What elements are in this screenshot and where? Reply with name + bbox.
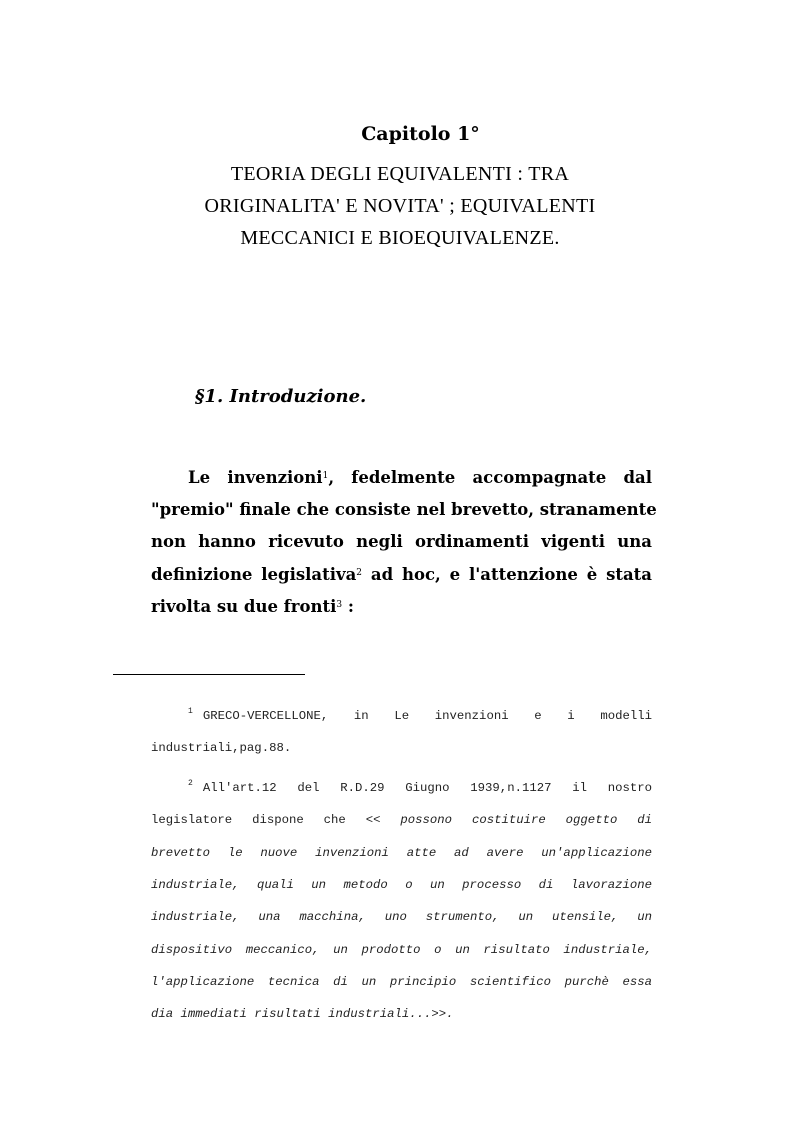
footnote-2-line-7: l'applicazione tecnica di un principio scientifico purchè essa [151, 974, 652, 989]
body-text-run: , fedelmente accompagnate dal [328, 468, 652, 487]
body-line-3: non hanno ricevuto negli ordinamenti vigenti una [151, 532, 652, 552]
body-text-run: rivolta su due fronti [151, 596, 337, 616]
chapter-title-line-2: ORIGINALITA' E NOVITA' ; EQUIVALENTI [204, 195, 596, 217]
section-heading: §1. Introduzione. [195, 386, 367, 407]
footnote-2-line-5: industriale, una macchina, uno strumento, un utensile, un [151, 910, 652, 925]
footnote-text: legislatore dispone che [151, 813, 366, 828]
chapter-label: Capitolo 1° [361, 123, 480, 145]
footnote-2-line-4: industriale, quali un metodo o un processo di lavorazione [151, 877, 652, 892]
chapter-title [160, 158, 640, 254]
footnote-text: GRECO-VERCELLONE, in Le invenzioni e i modelli [202, 709, 652, 723]
body-text-run: definizione legislativa [151, 564, 357, 584]
footnote-ref-3: 3 [336, 599, 343, 610]
body-text-run: Le invenzioni [188, 468, 323, 487]
footnote-ref-1: 1 [322, 471, 329, 481]
footnote-1-mark: 1 [188, 707, 193, 716]
footnote-2-line-8: dia immediati risultati industriali...>>. [151, 1007, 454, 1022]
body-line-1 [151, 462, 652, 494]
body-line-2: "premio" finale che consiste nel brevetto, stranamente [151, 500, 657, 520]
footnote-text: All'art.12 del R.D.29 Giugno 1939,n.1127 il nostro [202, 781, 652, 796]
body-line-4 [151, 559, 652, 591]
body-text-run: ad hoc, e l'attenzione è stata [362, 564, 652, 584]
body-paragraph [151, 462, 657, 623]
body-line-5 [151, 591, 652, 623]
footnote-2-mark: 2 [188, 779, 193, 789]
footnote-1-line-1 [151, 700, 652, 732]
footnote-2-line-1 [151, 772, 652, 804]
footnote-2-line-2 [151, 804, 652, 836]
footnote-2-line-3: brevetto le nuove invenzioni atte ad avere un'applicazione [151, 845, 652, 860]
body-text-run: : [342, 596, 354, 616]
chapter-title-line-3: MECCANICI E BIOEQUIVALENZE. [240, 227, 560, 249]
chapter-title-line-1: TEORIA DEGLI EQUIVALENTI : TRA [230, 163, 570, 185]
footnotes [151, 700, 652, 1030]
footnote-2-line-6: dispositivo meccanico, un prodotto o un risultato industriale, [151, 942, 652, 957]
footnote-quote: << possono costituire oggetto di [365, 813, 653, 828]
footnote-ref-2: 2 [356, 567, 363, 578]
footnote-1-line-2: industriali,pag.88. [151, 741, 292, 756]
footnote-separator [113, 674, 305, 675]
